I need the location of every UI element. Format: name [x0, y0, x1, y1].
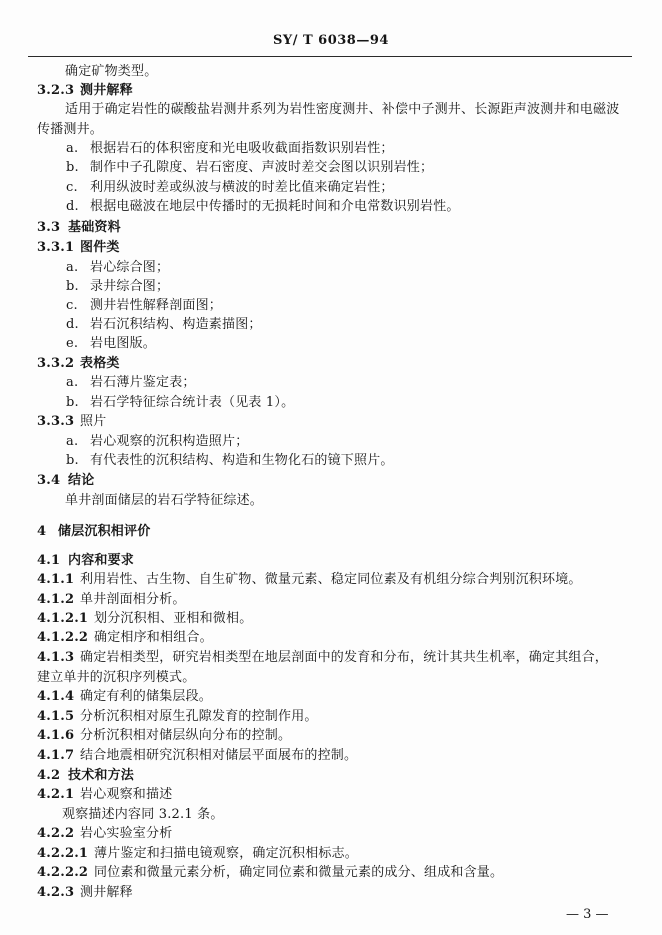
clause-number: 4.1.1: [37, 572, 75, 587]
clause-line: [0, 650, 662, 666]
clause-number: 4.1.5: [37, 709, 75, 724]
section-4-2-heading: [0, 768, 662, 784]
list-item: [0, 375, 662, 391]
list-item: [0, 317, 662, 333]
clause-title: 图件类: [80, 240, 120, 255]
list-item: [0, 199, 662, 215]
clause-line: [0, 885, 662, 901]
list-text: 录井综合图；: [90, 279, 170, 294]
clause-line: [0, 592, 662, 608]
list-label: c.: [66, 180, 78, 195]
section-number: 3.4: [37, 473, 61, 488]
list-item: [0, 395, 662, 411]
clause-number: 4.1.6: [37, 728, 75, 743]
clause-text: 结合地震相研究沉积相对储层平面展布的控制。: [80, 748, 358, 763]
clause-text: 分析沉积相对储层纵向分布的控制。: [80, 728, 292, 743]
clause-line: [0, 689, 662, 705]
list-text: 岩电图版。: [90, 336, 157, 351]
list-label: b.: [66, 395, 79, 410]
chapter-title: 储层沉积相评价: [58, 524, 151, 539]
clause-number: 3.2.3: [37, 83, 75, 98]
section-3-3-heading: [0, 220, 662, 236]
section-title: 内容和要求: [68, 553, 135, 568]
clause-number: 4.1.3: [37, 650, 75, 665]
clause-line: [0, 709, 662, 725]
clause-number: 4.1.2.2: [37, 630, 89, 645]
clause-number: 4.2.3: [37, 885, 75, 900]
clause-number: 3.3.3: [37, 414, 75, 429]
list-label: a.: [66, 141, 79, 156]
clause-title: 表格类: [80, 356, 120, 371]
list-text: 根据电磁波在地层中传播时的无损耗时间和介电常数识别岩性。: [90, 199, 460, 214]
clause-title: 照片: [80, 414, 107, 429]
clause-number: 4.1.7: [37, 748, 75, 763]
clause-3-3-3-heading: [0, 414, 662, 430]
clause-number: 3.3.2: [37, 356, 75, 371]
clause-line: [0, 787, 662, 803]
list-label: d.: [66, 317, 79, 332]
list-text: 岩心综合图；: [90, 260, 170, 275]
clause-text: 确定有利的储集层段。: [80, 689, 213, 704]
list-item: [0, 260, 662, 276]
clause-text: 岩心实验室分析: [80, 826, 173, 841]
standard-code-header: SY/ T 6038—94: [273, 33, 389, 48]
section-number: 3.3: [37, 220, 61, 235]
list-label: b.: [66, 279, 79, 294]
list-text: 制作中子孔隙度、岩石密度、声波时差交会图以识别岩性；: [90, 160, 434, 175]
clause-text: 岩心观察和描述: [80, 787, 173, 802]
clause-text: 确定相序和相组合。: [94, 630, 213, 645]
section-4-1-heading: [0, 553, 662, 569]
clause-continuation-line: [0, 670, 662, 686]
clause-body-text: 观察描述内容同 3.2.1 条。: [62, 807, 224, 822]
clause-line: [0, 826, 662, 842]
clause-number: 3.3.1: [37, 240, 75, 255]
list-text: 根据岩石的体积密度和光电吸收截面指数识别岩性；: [90, 141, 394, 156]
list-label: b.: [66, 453, 79, 468]
list-item: [0, 160, 662, 176]
clause-text: 同位素和微量元素分析，确定同位素和微量元素的成分、组成和含量。: [94, 865, 504, 880]
clause-line: [0, 728, 662, 744]
list-text: 利用纵波时差或纵波与横波的时差比值来确定岩性；: [90, 180, 394, 195]
section-title: 基础资料: [68, 220, 121, 235]
clause-number: 4.2.1: [37, 787, 75, 802]
clause-title: 测井解释: [80, 83, 133, 98]
clause-text: 利用岩性、古生物、自生矿物、微量元素、稳定同位素及有机组分综合判别沉积环境。: [80, 572, 582, 587]
list-item: [0, 453, 662, 469]
clause-text: 确定岩相类型，研究岩相类型在地层剖面中的发育和分布，统计其共生机率，确定其组合，: [80, 650, 609, 665]
list-text: 测井岩性解释剖面图；: [90, 298, 223, 313]
clause-number: 4.1.4: [37, 689, 75, 704]
clause-number: 4.2.2.1: [37, 846, 89, 861]
list-text: 岩石薄片鉴定表；: [90, 375, 196, 390]
list-label: a.: [66, 375, 79, 390]
paragraph-text: 适用于确定岩性的碳酸盐岩测井系列为岩性密度测井、补偿中子测井、长源距声波测井和电磁波: [65, 102, 620, 117]
list-item: [0, 298, 662, 314]
list-text: 岩石学特征综合统计表（见表 1）。: [90, 395, 295, 410]
clause-3-2-3-heading: [0, 83, 662, 99]
continuation-text: 确定矿物类型。: [65, 64, 158, 79]
chapter-4-heading: [0, 524, 662, 540]
section-title: 技术和方法: [68, 768, 135, 783]
chapter-number: 4: [37, 524, 47, 539]
list-text: 岩心观察的沉积构造照片；: [90, 434, 249, 449]
paragraph-line: [0, 122, 662, 138]
clause-3-3-1-heading: [0, 240, 662, 256]
text-line: [0, 64, 662, 80]
page-number: — 3 —: [566, 907, 609, 922]
list-label: b.: [66, 160, 79, 175]
list-item: [0, 434, 662, 450]
list-label: a.: [66, 260, 79, 275]
clause-number: 4.1.2.1: [37, 611, 89, 626]
list-text: 有代表性的沉积结构、构造和生物化石的镜下照片。: [90, 453, 394, 468]
clause-body-line: [0, 807, 662, 823]
clause-line: [0, 611, 662, 627]
paragraph-text: 传播测井。: [37, 122, 104, 137]
section-number: 4.1: [37, 553, 61, 568]
list-label: e.: [66, 336, 79, 351]
list-label: a.: [66, 434, 79, 449]
paragraph-text: 单井剖面储层的岩石学特征综述。: [65, 493, 264, 508]
clause-line: [0, 865, 662, 881]
clause-number: 4.2.2.2: [37, 865, 89, 880]
clause-line: [0, 572, 662, 588]
clause-continuation-text: 建立单井的沉积序列模式。: [37, 670, 196, 685]
list-text: 岩石沉积结构、构造素描图；: [90, 317, 262, 332]
clause-line: [0, 846, 662, 862]
header-rule: [28, 56, 632, 57]
list-label: d.: [66, 199, 79, 214]
list-item: [0, 336, 662, 352]
clause-text: 划分沉积相、亚相和微相。: [94, 611, 253, 626]
clause-number: 4.1.2: [37, 592, 75, 607]
list-item: [0, 141, 662, 157]
paragraph-line: [0, 102, 662, 118]
list-item: [0, 180, 662, 196]
paragraph-line: [0, 493, 662, 509]
clause-text: 薄片鉴定和扫描电镜观察，确定沉积相标志。: [94, 846, 359, 861]
section-title: 结论: [68, 473, 95, 488]
clause-text: 测井解释: [80, 885, 133, 900]
list-item: [0, 279, 662, 295]
list-label: c.: [66, 298, 78, 313]
clause-line: [0, 748, 662, 764]
clause-text: 分析沉积相对原生孔隙发育的控制作用。: [80, 709, 318, 724]
clause-number: 4.2.2: [37, 826, 75, 841]
clause-line: [0, 630, 662, 646]
clause-3-3-2-heading: [0, 356, 662, 372]
section-3-4-heading: [0, 473, 662, 489]
section-number: 4.2: [37, 768, 61, 783]
clause-text: 单井剖面相分析。: [80, 592, 186, 607]
